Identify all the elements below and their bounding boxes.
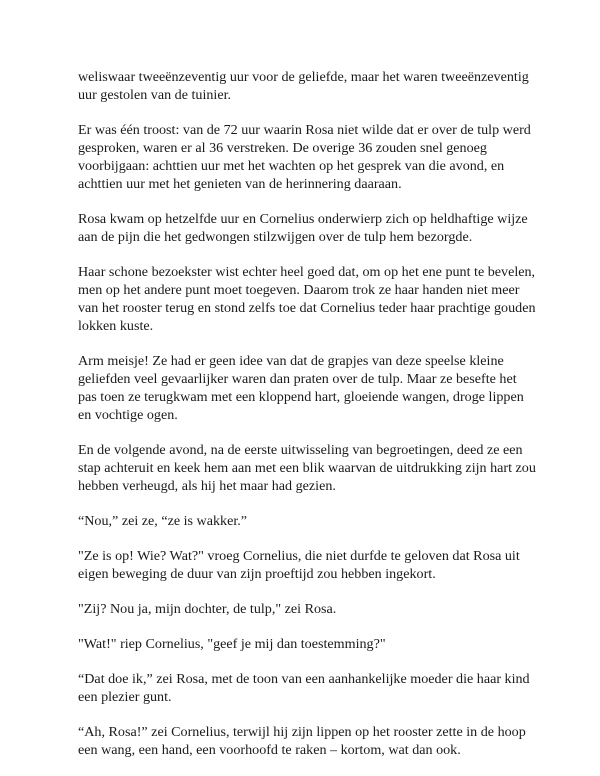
paragraph-10: "Wat!" riep Cornelius, "geef je mij dan toestemming?" — [78, 636, 386, 652]
paragraph-1: weliswaar tweeënzeventig uur voor de geliefde, maar het waren tweeënzeventig uur gestolen van de tuinier. — [78, 69, 529, 103]
paragraph-5: Arm meisje! Ze had er geen idee van dat de grapjes van deze speelse kleine geliefden veel gevaarlijker waren dan praten over de tulp. Maar ze besefte het pas toen ze terugkwam met een kloppend hart, gloeiende wangen, droge lippen en vochtige ogen. — [78, 353, 524, 423]
paragraph-9: "Zij? Nou ja, mijn dochter, de tulp," zei Rosa. — [78, 601, 337, 617]
paragraph-2: Er was één troost: van de 72 uur waarin Rosa niet wilde dat er over de tulp werd gesproken, waren er al 36 verstreken. De overige 36 zouden snel genoeg voorbijgaan: achttien uur met het wachten op het gesprek van die avond, en achttien uur met het genieten van de herinnering daaraan. — [78, 122, 531, 192]
paragraph-11: “Dat doe ik,” zei Rosa, met de toon van een aanhankelijke moeder die haar kind een plezier gunt. — [78, 671, 530, 705]
paragraph-7: “Nou,” zei ze, “ze is wakker.” — [78, 513, 248, 529]
paragraph-8: "Ze is op! Wie? Wat?" vroeg Cornelius, die niet durfde te geloven dat Rosa uit eigen beweging de duur van zijn proeftijd zou hebben ingekort. — [78, 548, 520, 582]
paragraph-3: Rosa kwam op hetzelfde uur en Cornelius onderwierp zich op heldhaftige wijze aan de pijn die het gedwongen stilzwijgen over de tulp hem bezorgde. — [78, 211, 528, 245]
paragraph-4: Haar schone bezoekster wist echter heel goed dat, om op het ene punt te bevelen, men op het andere punt moet toegeven. Daarom trok ze haar handen niet meer van het rooster terug en stond zelfs toe dat Cornelius teder haar prachtige gouden lokken kuste. — [78, 264, 536, 334]
document-page — [78, 68, 538, 776]
paragraph-12: “Ah, Rosa!” zei Cornelius, terwijl hij zijn lippen op het rooster zette in de hoop een wang, een hand, een voorhoofd te raken – kortom, wat dan ook. — [78, 724, 526, 758]
paragraph-6: En de volgende avond, na de eerste uitwisseling van begroetingen, deed ze een stap achteruit en keek hem aan met een blik waarvan de uitdrukking zijn hart zou hebben verheugd, als hij het maar had gezien. — [78, 442, 536, 494]
